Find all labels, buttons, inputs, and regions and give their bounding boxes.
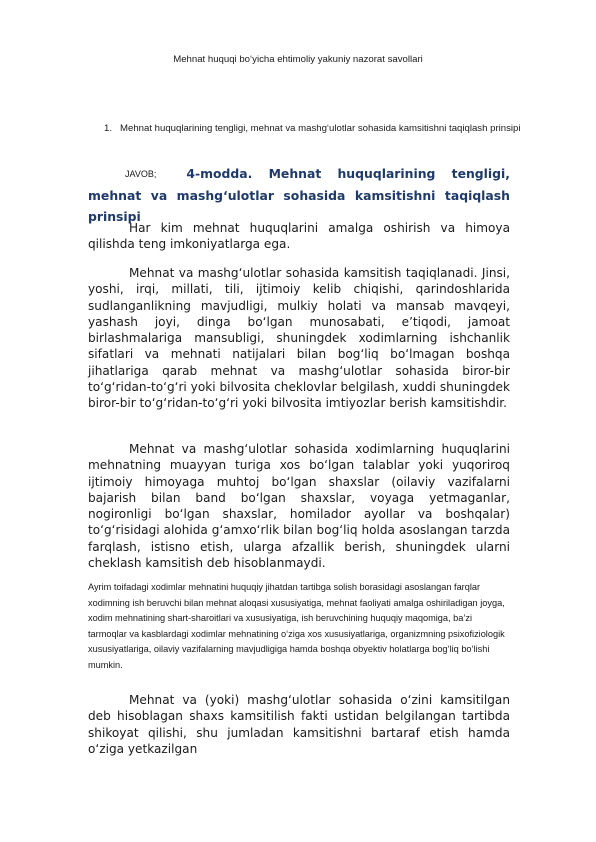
paragraph-text: Mehnat va mashg‘ulotlar sohasida xodimlarning huquqlarini mehnatning muayyan turiga xos bo‘lgan talablar yoki yuqoriroq ijtimoiy himoyaga muhtoj bo‘lgan shaxslar (oilaviy vazifalarni bajarish bilan band bo‘lgan shaxslar, voyaga yetmaganlar, nogironligi bo‘lgan shaxslar, homilador ayollar va boshqalar) to‘g‘risidagi alohida g‘amxo‘rlik bilan bog‘liq holda asoslangan tarzda farqlash, istisno etish, ularga afzallik berish, shuningdek ularni cheklash kamsitish deb hisoblanmaydi.: [88, 442, 510, 571]
article-heading: 4-modda. Mehnat huquqlarining tengligi, mehnat va mashg‘ulotlar sohasida kamsitishni taqiqlash prinsipi: [88, 166, 510, 224]
question-text: Mehnat huquqlarining tengligi, mehnat va mashg‘ulotlar sohasida kamsitishni taqiqlash prinsipi: [120, 123, 521, 134]
answer-label: JAVOB;: [125, 169, 157, 179]
paragraph-text: Har kim mehnat huquqlarini amalga oshirish va himoya qilishda teng imkoniyatlarga ega.: [88, 221, 510, 252]
paragraph-text: Mehnat va mashg‘ulotlar sohasida kamsitish taqiqlanadi. Jinsi, yoshi, irqi, millati, tili, ijtimoiy kelib chiqishi, qarindoshlarida sudlanganlikning mavjudligi, mulkiy holati va mansab mavqeyi, yashash joyi, dinga bo‘lgan munosabati, e’tiqodi, jamoat birlashmalariga mansubligi, shuningdek xodimlarning ishchanlik sifatlari va mehnati natijalari bilan bog‘liq bo‘lmagan boshqa jihatlariga qarab mehnat va mashg‘ulotlar sohasida biror-bir to‘g‘ridan-to‘g‘ri yoki bilvosita cheklovlar belgilash, xuddi shuningdek biror-bir to‘g‘ridan-to‘g‘ri yoki bilvosita imtiyozlar berish kamsitishdir.: [88, 266, 510, 411]
answer-heading-block: [88, 163, 510, 227]
paragraph-1: [88, 220, 510, 253]
paragraph-3: [88, 441, 510, 571]
paragraph-text: Mehnat va (yoki) mashg‘ulotlar sohasida o‘zini kamsitilgan deb hisoblagan shaxs kamsitilish fakti ustidan belgilangan tartibda shikoyat qilishi, shu jumladan kamsitishni bartaraf etish hamda o‘ziga yetkazilgan: [88, 693, 510, 756]
page-title: Mehnat huquqi bo‘yicha ehtimoliy yakuniy nazorat savollari: [173, 54, 423, 65]
small-paragraph: Ayrim toifadagi xodimlar mehnatini huquqiy jihatdan tartibga solish borasidagi asoslangan farqlar xodimning ish beruvchi bilan mehnat aloqasi xususiyatiga, mehnat faoliyati amalga oshiriladigan joyga, xodim mehnatining shart-sharoitlari va xususiyatiga, ish beruvchining huquqiy maqomiga, ba’zi tarmoqlar va kasblardagi xodimlar mehnatining o‘ziga xos xususiyatlariga, organizmning psixofiziologik xususiyatlariga, oilaviy vazifalarning mavjudligiga hamda boshqa obyektiv holatlarga bog‘liq bo‘lishi mumkin.: [88, 582, 505, 670]
question-item: [104, 122, 524, 136]
paragraph-4: [88, 692, 510, 757]
question-number: 1.: [104, 123, 113, 134]
paragraph-2: [88, 265, 510, 412]
